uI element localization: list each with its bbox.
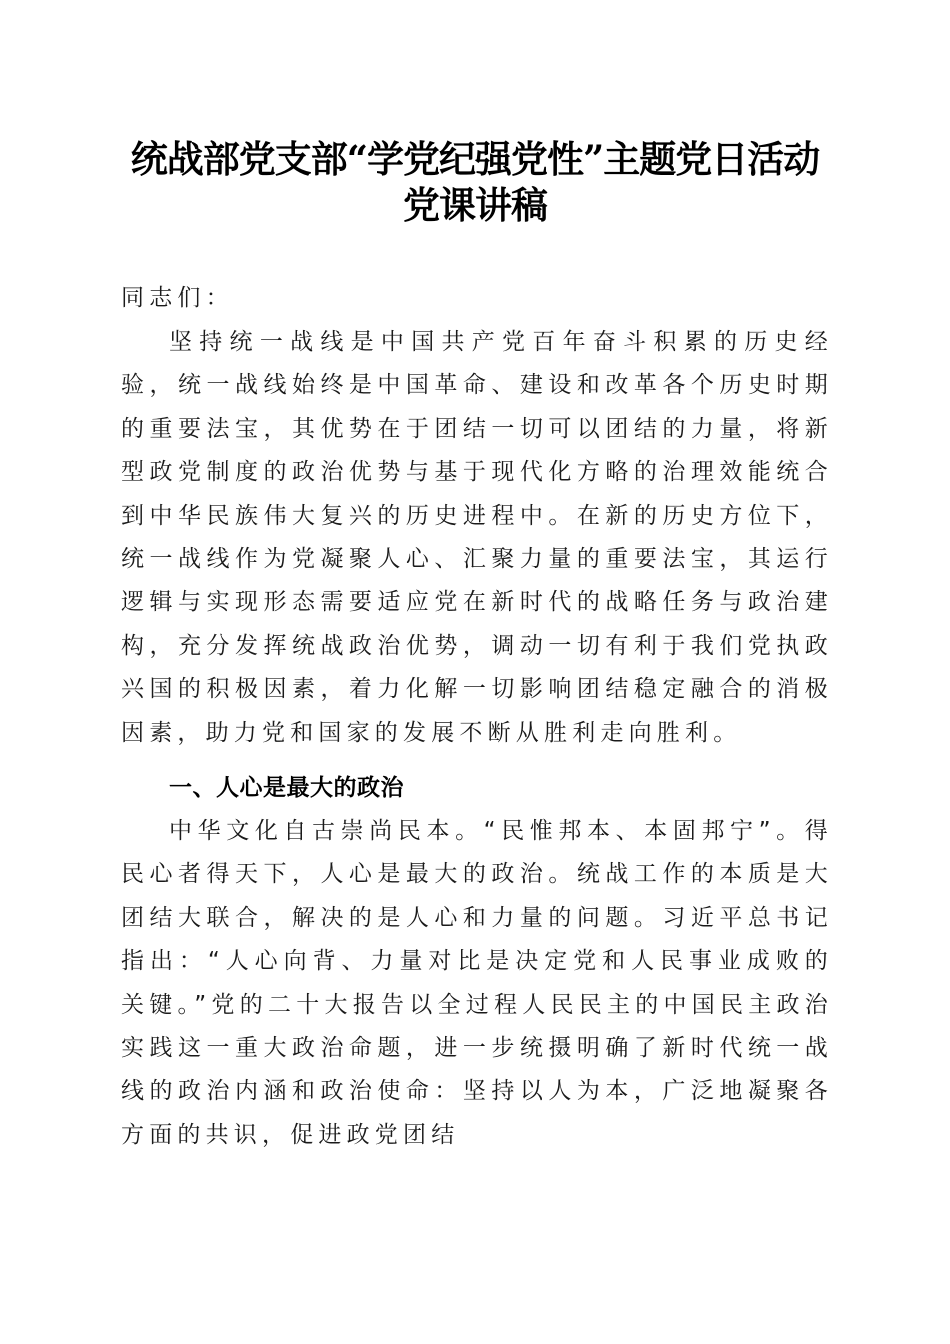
- document-title-line-1: 统战部党支部“学党纪强党性”主题党日活动: [130, 137, 820, 181]
- section-heading-1: 一、人心是最大的政治: [169, 775, 404, 801]
- paragraph-section-1: 中华文化自古崇尚民本。“民惟邦本、本固邦宁”。得民心者得天下，人心是最大的政治。统战工作的本质是大团结大联合，解决的是人心和力量的问题。习近平总书记指出：“人心向背、力量对比是决定党和人民事业成败的关键。”党的二十大报告以全过程人民民主的中国民主政治实践这一重大政治命题，进一步统摄明确了新时代统一战线的政治内涵和政治使命：坚持以人为本，广泛地凝聚各方面的共识，促进政党团结: [121, 818, 833, 1148]
- document-title-line-2: 党课讲稿: [403, 183, 547, 227]
- paragraph-intro: 坚持统一战线是中国共产党百年奋斗积累的历史经验，统一战线始终是中国革命、建设和改革各个历史时期的重要法宝，其优势在于团结一切可以团结的力量，将新型政党制度的政治优势与基于现代化方略的治理效能统合到中华民族伟大复兴的历史进程中。在新的历史方位下，统一战线作为党凝聚人心、汇聚力量的重要法宝，其运行逻辑与实现形态需要适应党在新时代的战略任务与政治建构，充分发挥统战政治优势，调动一切有利于我们党执政兴国的积极因素，着力化解一切影响团结稳定融合的消极因素，助力党和国家的发展不断从胜利走向胜利。: [121, 329, 833, 746]
- greeting: 同志们：: [121, 285, 234, 311]
